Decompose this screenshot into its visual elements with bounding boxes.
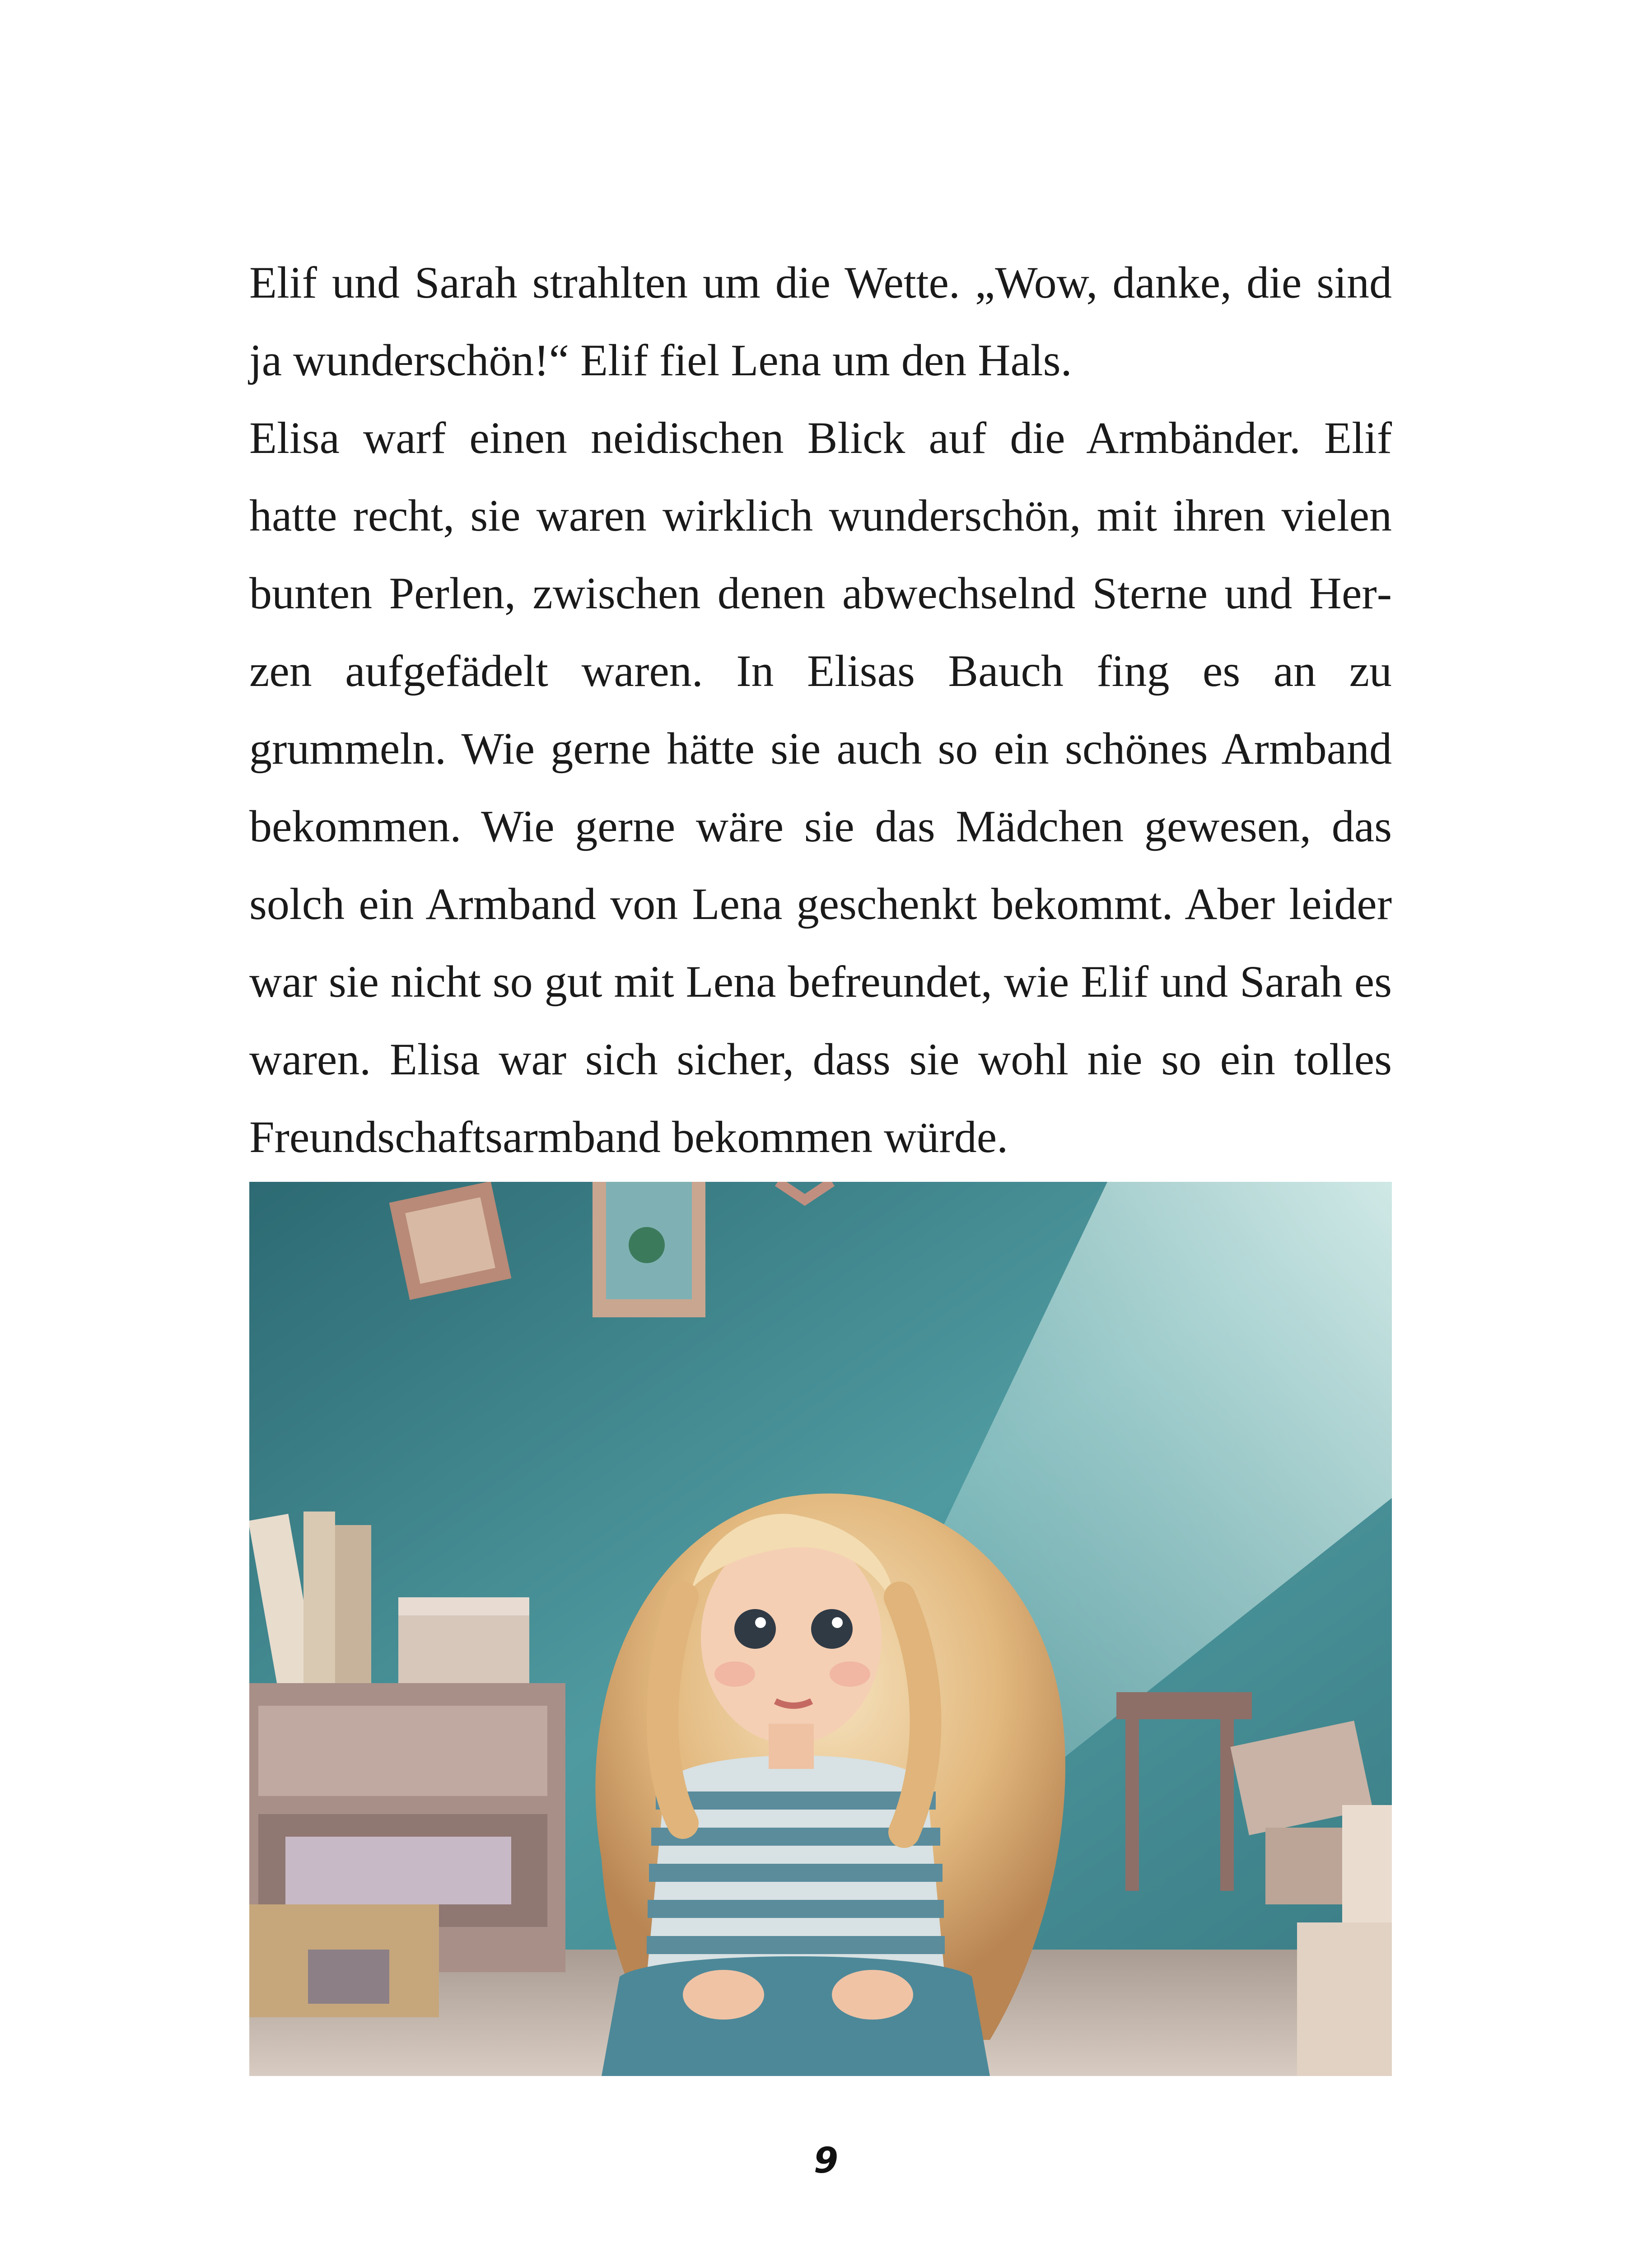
page-number: 9 xyxy=(813,2141,839,2181)
legs xyxy=(602,1956,990,2076)
paragraph-2: Elisa warf einen neidischen Blick auf die Armbänder. Elif hatte recht, sie waren wirklich wunderschön, mit ihren vielen bunten Perlen, zwischen denen abwechselnd Sterne und Herzen aufgefädelt waren. In Elisas Bauch fing es an zu grummeln. Wie gerne hätte sie auch so ein schönes Armband bekommen. Wie gerne wäre sie das Mädchen gewesen, das solch ein Armband von Lena geschenkt bekommt. Aber leider war sie nicht so gut mit Lena befreundet, wie Elif und Sarah es waren. Elisa war sich sicher, dass sie wohl nie so ein tolles Freundschaftsarmband bekommen würde. xyxy=(249,413,1392,1162)
box-on-dresser xyxy=(398,1597,529,1683)
picture-frame-left xyxy=(389,1182,512,1300)
illustration-girl-in-room xyxy=(249,1182,1392,2076)
eye-right xyxy=(811,1609,853,1649)
paragraph-1: Elif und Sarah strahlten um die Wette. „Wow, danke, die sind ja wunderschön!“ Elif fiel Lena um den Hals. xyxy=(249,257,1392,385)
hand-left xyxy=(683,1970,764,2020)
picture-frame-center xyxy=(593,1182,705,1317)
eye-left xyxy=(734,1609,776,1649)
hand-right xyxy=(832,1970,913,2020)
striped-shirt xyxy=(647,1755,945,1977)
story-text xyxy=(249,244,1392,1176)
